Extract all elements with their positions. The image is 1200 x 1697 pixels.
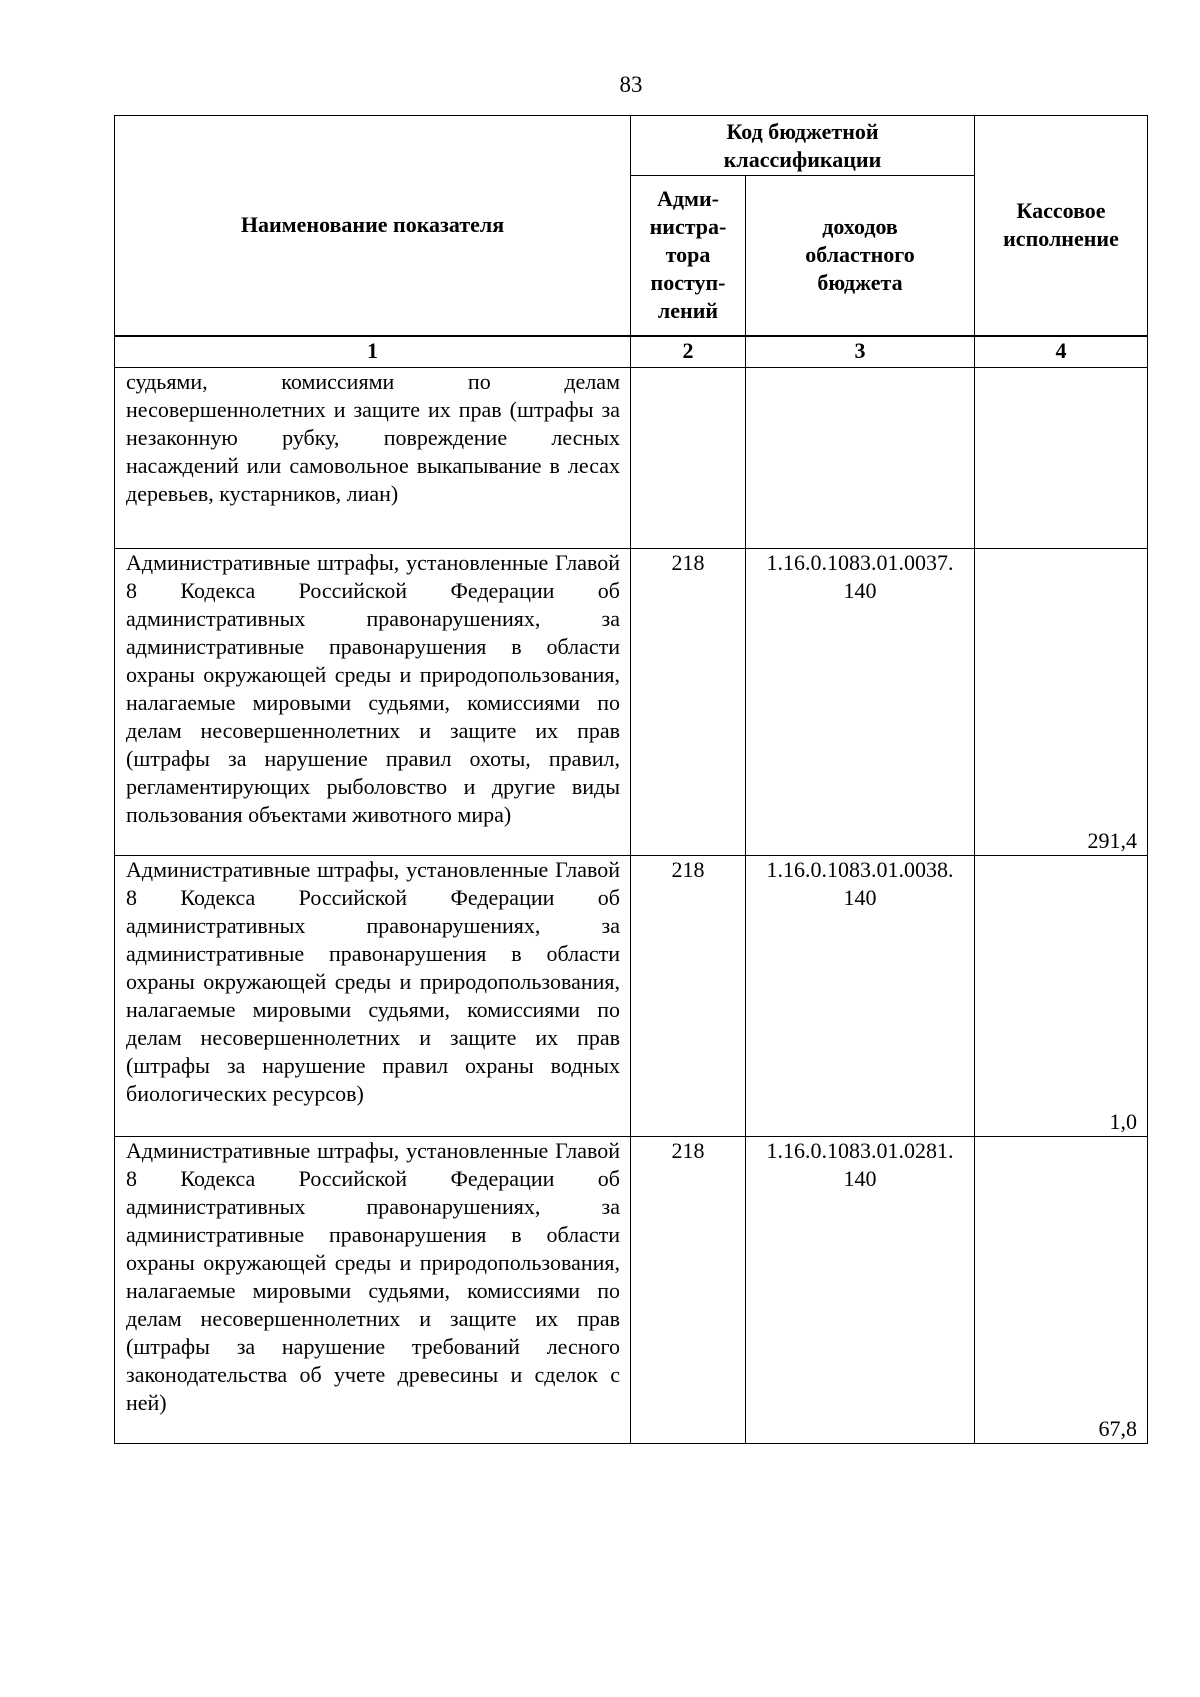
header-amount-line2: исполнение xyxy=(1003,226,1119,252)
header-income-line2: областного xyxy=(805,242,915,268)
row-income-code xyxy=(746,1136,975,1443)
row-income-code xyxy=(746,855,975,1136)
row-income-code-line1: 1.16.0.1083.01.0037. xyxy=(766,549,954,575)
row-income-code-line1: 1.16.0.1083.01.0038. xyxy=(766,856,954,882)
header-admin-line4: поступ- xyxy=(650,270,726,296)
row-admin-code: 218 xyxy=(631,855,746,1136)
header-budget-classification-code xyxy=(631,116,975,176)
column-number-2: 2 xyxy=(631,336,746,368)
table-row xyxy=(115,1136,1148,1443)
header-admin-line3: тора xyxy=(665,242,711,268)
row-income-code xyxy=(746,548,975,855)
row-amount: 1,0 xyxy=(975,855,1148,1136)
header-amount-line1: Кассовое xyxy=(1016,198,1106,224)
column-number-row xyxy=(115,336,1148,368)
header-group-line1: Код бюджетной xyxy=(726,118,879,144)
row-income-code-line2: 140 xyxy=(843,884,877,910)
row-amount: 67,8 xyxy=(975,1136,1148,1443)
header-group-line2: классификации xyxy=(723,146,882,172)
page-number: 83 xyxy=(619,72,643,97)
row-indicator-name: Административные штрафы, установленные Главой 8 Кодекса Российской Федерации об административных правонарушениях, за административные правонарушения в области охраны окружающей среды и природопользования, налагаемые мировыми судьями, комиссиями по делам несовершеннолетних и защите их прав (штрафы за нарушение правил охоты, правил, регламентирующих рыболовство и другие виды пользования объектами животного мира) xyxy=(115,548,631,855)
header-admin-line2: нистра- xyxy=(649,214,727,240)
column-number-1: 1 xyxy=(115,336,631,368)
table-header xyxy=(115,116,1148,368)
table-row xyxy=(115,855,1148,1136)
header-cash-execution xyxy=(975,116,1148,336)
row-amount xyxy=(975,367,1148,548)
header-admin-line5: лений xyxy=(657,298,719,324)
header-revenue-administrator xyxy=(631,176,746,336)
header-income-line1: доходов xyxy=(822,214,898,240)
row-income-code-line2: 140 xyxy=(843,577,877,603)
row-indicator-name: Административные штрафы, установленные Главой 8 Кодекса Российской Федерации об административных правонарушениях, за административные правонарушения в области охраны окружающей среды и природопользования, налагаемые мировыми судьями, комиссиями по делам несовершеннолетних и защите их прав (штрафы за нарушение требований лесного законодательства об учете древесины и сделок с ней) xyxy=(115,1136,631,1443)
row-admin-code: 218 xyxy=(631,548,746,855)
row-admin-code: 218 xyxy=(631,1136,746,1443)
row-income-code-line2: 140 xyxy=(843,1165,877,1191)
header-indicator-name: Наименование показателя xyxy=(115,116,631,336)
table-body xyxy=(115,367,1148,1443)
table-row xyxy=(115,548,1148,855)
budget-table xyxy=(114,115,1148,1444)
row-income-code-line1: 1.16.0.1083.01.0281. xyxy=(766,1137,954,1163)
column-number-4: 4 xyxy=(975,336,1148,368)
row-amount: 291,4 xyxy=(975,548,1148,855)
table-row xyxy=(115,367,1148,548)
header-admin-line1: Адми- xyxy=(656,186,719,212)
row-indicator-name: судьями, комиссиями по делам несовершеннолетних и защите их прав (штрафы за незаконную рубку, повреждение лесных насаждений или самовольное выкапывание в лесах деревьев, кустарников, лиан) xyxy=(115,367,631,548)
row-income-code xyxy=(746,367,975,548)
header-regional-budget-income xyxy=(746,176,975,336)
row-admin-code xyxy=(631,367,746,548)
row-indicator-name: Административные штрафы, установленные Главой 8 Кодекса Российской Федерации об административных правонарушениях, за административные правонарушения в области охраны окружающей среды и природопользования, налагаемые мировыми судьями, комиссиями по делам несовершеннолетних и защите их прав (штрафы за нарушение правил охраны водных биологических ресурсов) xyxy=(115,855,631,1136)
column-number-3: 3 xyxy=(746,336,975,368)
header-income-line3: бюджета xyxy=(817,270,903,296)
